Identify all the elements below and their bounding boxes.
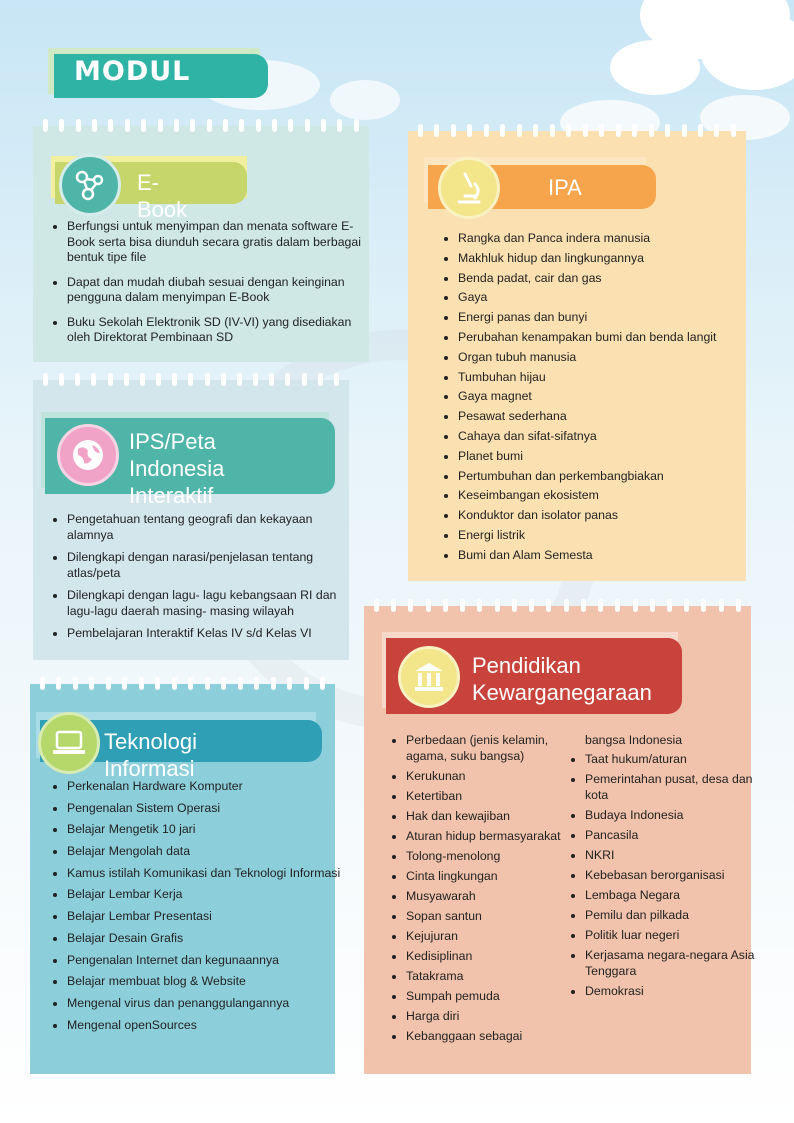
list-item: • Dapat dan mudah diubah sesuai dengan keinginan pengguna dalam menyimpan E-Book (67, 275, 372, 306)
list-item: • Pemerintahan pusat, desa dan kota (585, 771, 765, 803)
ti-list (47, 779, 345, 1033)
list-item: • Demokrasi (585, 983, 765, 999)
list-item: • Kebanggaan sebagai (406, 1028, 578, 1044)
list-item: • Tatakrama (406, 968, 578, 984)
list-item: • Benda padat, cair dan gas (458, 269, 758, 289)
page-title-banner (48, 48, 270, 100)
list-item: • Cinta lingkungan (406, 868, 578, 884)
list-item: • Planet bumi (458, 447, 758, 467)
list-item: • Belajar membuat blog & Website (67, 974, 345, 990)
list-item: • Aturan hidup bermasyarakat (406, 828, 578, 844)
list-item: • Politik luar negeri (585, 927, 765, 943)
cloud-decoration (610, 40, 700, 95)
list-item: • Kerukunan (406, 768, 578, 784)
pkn-title (472, 652, 652, 706)
list-item: • Konduktor dan isolator panas (458, 506, 758, 526)
list-item: • Buku Sekolah Elektronik SD (IV-VI) yang disediakan oleh Direktorat Pembinaan SD (67, 315, 372, 346)
ebook-card (33, 126, 369, 362)
list-item: • Sumpah pemuda (406, 988, 578, 1004)
pkn-list-left (386, 732, 578, 1044)
list-item: • Gaya (458, 288, 758, 308)
list-item: • Perbedaan (jenis kelamin, agama, suku bangsa) (406, 732, 578, 764)
list-item: • Pengenalan Sistem Operasi (67, 801, 345, 817)
page-title: MODUL (74, 56, 191, 87)
list-item: • Budaya Indonesia (585, 807, 765, 823)
list-item: • Rangka dan Panca indera manusia (458, 229, 758, 249)
list-item: • Dilengkapi dengan lagu- lagu kebangsaan RI dan lagu-lagu daerah masing- masing wilayah (67, 588, 352, 619)
list-item: • Energi listrik (458, 526, 758, 546)
list-item: • Ketertiban (406, 788, 578, 804)
ebook-title: E-Book (137, 170, 188, 222)
list-item: • Mengenal virus dan penanggulangannya (67, 996, 345, 1012)
list-item: • Belajar Lembar Presentasi (67, 909, 345, 925)
globe-icon (57, 424, 119, 486)
list-item: • Berfungsi untuk menyimpan dan menata software E-Book serta bisa diunduh secara gratis dalam berbagai bentuk tipe file (67, 219, 372, 266)
list-item: • Cahaya dan sifat-sifatnya (458, 427, 758, 447)
pkn-title-line1: Pendidikan (472, 653, 581, 678)
list-item: • Perkenalan Hardware Komputer (67, 779, 345, 795)
list-item: • Tolong-menolong (406, 848, 578, 864)
list-item: • Hak dan kewajiban (406, 808, 578, 824)
microscope-icon (438, 157, 500, 219)
ipa-list (438, 229, 758, 566)
ips-list (47, 512, 352, 642)
molecule-icon (59, 154, 121, 216)
list-item: • Kebebasan berorganisasi (585, 867, 765, 883)
pkn-list-right (565, 751, 765, 1000)
list-item: • Bumi dan Alam Semesta (458, 546, 758, 566)
list-item: • Pembelajaran Interaktif Kelas IV s/d Kelas VI (67, 626, 352, 642)
ti-title: Teknologi Informasi (104, 729, 197, 781)
cloud-decoration (700, 10, 794, 90)
list-item: • Keseimbangan ekosistem (458, 486, 758, 506)
list-item: • NKRI (585, 847, 765, 863)
list-item: • Organ tubuh manusia (458, 348, 758, 368)
list-item: • Sopan santun (406, 908, 578, 924)
list-item: • Taat hukum/aturan (585, 751, 765, 767)
list-item: • Belajar Mengolah data (67, 844, 345, 860)
list-item: • Pemilu dan pilkada (585, 907, 765, 923)
list-item: • Musyawarah (406, 888, 578, 904)
ipa-title: IPA (548, 175, 582, 200)
ipa-card (408, 131, 746, 581)
list-item: • Kamus istilah Komunikasi dan Teknologi Informasi (67, 866, 345, 882)
ti-card (30, 684, 341, 1074)
list-item: • Tumbuhan hijau (458, 368, 758, 388)
list-item: • Pengenalan Internet dan kegunaannya (67, 953, 345, 969)
list-item: • Belajar Mengetik 10 jari (67, 822, 345, 838)
list-item: • Dilengkapi dengan narasi/penjelasan tentang atlas/peta (67, 550, 352, 581)
pillar-building-icon (398, 646, 460, 708)
cloud-decoration (330, 80, 400, 120)
laptop-icon (38, 712, 100, 774)
list-item: • Kerjasama negara-negara Asia Tenggara (585, 947, 765, 979)
list-item: • Mengenal openSources (67, 1018, 345, 1034)
ebook-list (47, 219, 372, 346)
list-item: • Lembaga Negara (585, 887, 765, 903)
list-item: • Pertumbuhan dan perkembangbiakan (458, 467, 758, 487)
list-item: • Pancasila (585, 827, 765, 843)
list-item: • Makhluk hidup dan lingkungannya (458, 249, 758, 269)
pkn-card (364, 606, 755, 1074)
list-item: • Perubahan kenampakan bumi dan benda langit (458, 328, 758, 348)
pkn-title-line2: Kewarganegaraan (472, 680, 652, 705)
pkn-list-continuation: bangsa Indonesia (585, 733, 683, 747)
ips-title-line1: IPS/Peta Indonesia (129, 429, 225, 481)
list-item: • Pesawat sederhana (458, 407, 758, 427)
list-item: • Energi panas dan bunyi (458, 308, 758, 328)
list-item: • Harga diri (406, 1008, 578, 1024)
list-item: • Pengetahuan tentang geografi dan kekayaan alamnya (67, 512, 352, 543)
list-item: • Belajar Lembar Kerja (67, 887, 345, 903)
list-item: • Kedisiplinan (406, 948, 578, 964)
ips-title (129, 428, 224, 509)
list-item: • Gaya magnet (458, 387, 758, 407)
list-item: • Belajar Desain Grafis (67, 931, 345, 947)
ips-card (33, 380, 349, 660)
ips-title-line2: Interaktif (129, 483, 214, 508)
list-item: • Kejujuran (406, 928, 578, 944)
